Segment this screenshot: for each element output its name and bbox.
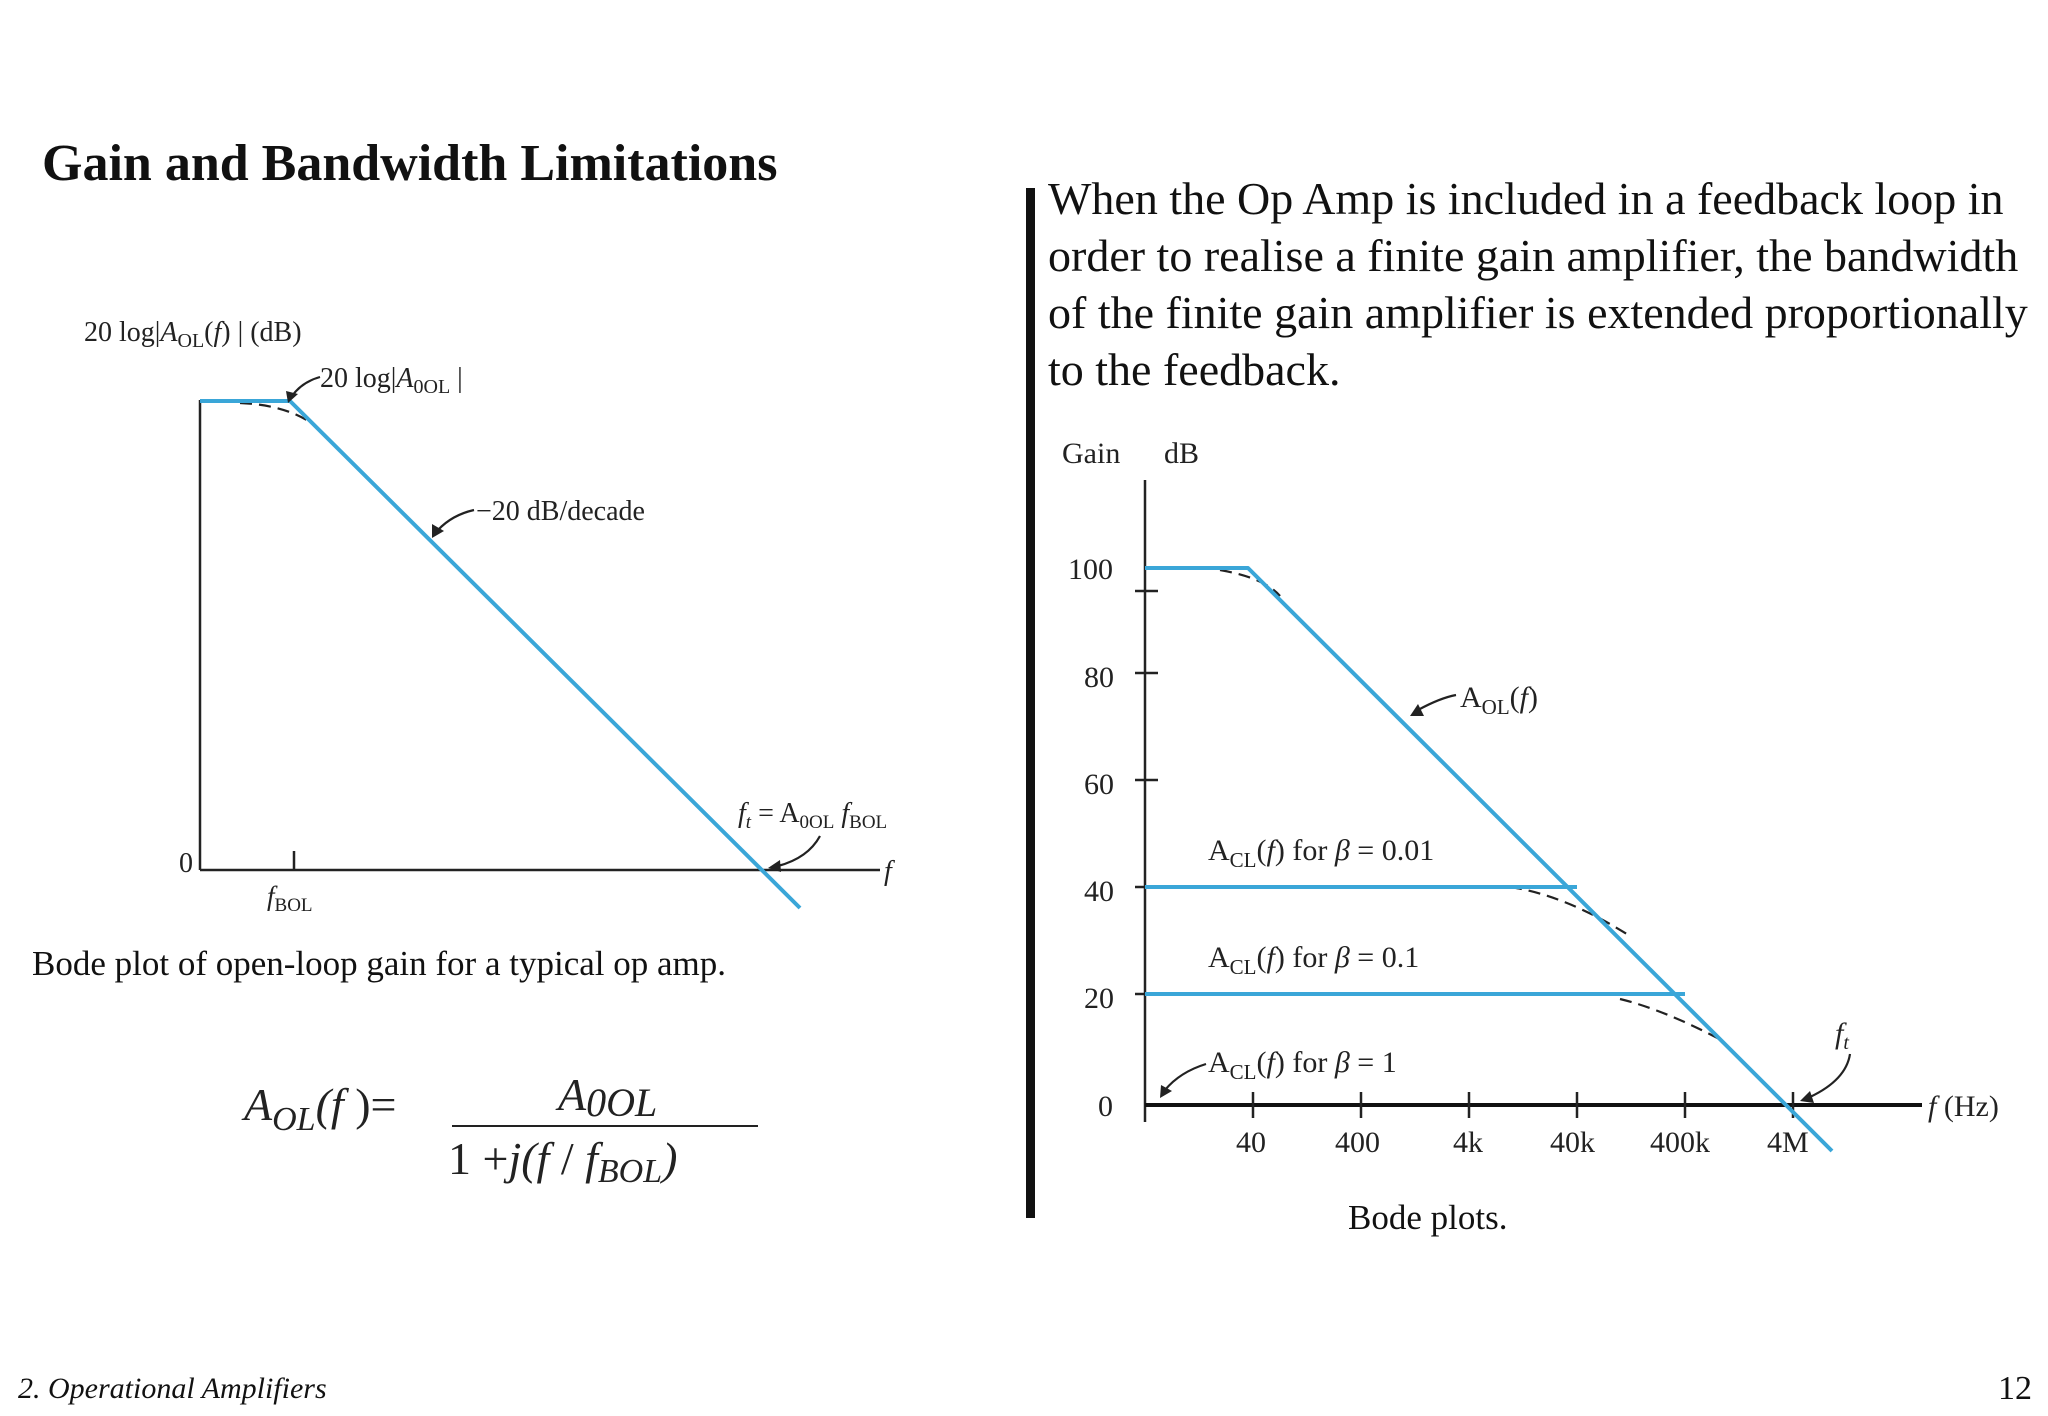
label-acl-1: $A_{CL}(f)$ for β = 1 [1208, 1046, 1397, 1084]
x-label-400k: 400k [1650, 1126, 1710, 1159]
slide-title: Gain and Bandwidth Limitations [42, 135, 778, 192]
label-acl-001: $A_{CL}(f)$ for β = 0.01 [1208, 834, 1435, 872]
page-number: 12 [1998, 1370, 2032, 1407]
closed-loop-bode-plots [1040, 440, 2040, 1180]
y-label-20: 20 [1084, 982, 1114, 1015]
annot-a0ol: 20 $\log|A_{0OL}$ | [320, 363, 463, 398]
right-ylabel-gain: Gain [1062, 440, 1121, 470]
aol-label-arrow [1418, 695, 1456, 710]
x-label-4k: 4k [1453, 1126, 1483, 1159]
label-aol: $A_{OL}(f)$ [1460, 681, 1539, 719]
left-ylabel: 20 $\log|A_{OL}(f)$ | (dB) [84, 317, 302, 352]
right-x-label: f (Hz) [1928, 1090, 1999, 1123]
annot-ft: $f_t = A_{0OL}$ $f_{BOL}$ [738, 798, 888, 833]
right-figure-caption: Bode plots. [1348, 1198, 1508, 1237]
ft-right-arrow [1810, 1054, 1850, 1097]
y-label-0: 0 [1098, 1090, 1113, 1123]
explanation-paragraph: When the Op Amp is included in a feedback loop in order to realise a finite gain amplifier, the bandwidth of the finite gain amplifier is extended proportionally to the feedback. [1048, 173, 2028, 395]
y-label-80: 80 [1084, 661, 1114, 694]
annot-slope: −20 dB/decade [476, 496, 645, 527]
aol-label-arrowhead [1410, 704, 1424, 716]
slope-arrow [438, 510, 474, 530]
x-label-400: 400 [1335, 1126, 1380, 1159]
open-loop-bode-plot [0, 0, 1010, 940]
left-y-tick-0: 0 [179, 848, 193, 879]
y-label-100: 100 [1068, 553, 1113, 586]
equation-numerator: A0OL [558, 1069, 658, 1125]
open-loop-gain-equation [230, 1050, 790, 1200]
open-loop-gain-line [200, 401, 800, 908]
a0ol-arrow [292, 377, 320, 396]
right-ylabel-db: dB [1164, 440, 1200, 470]
left-figure-caption: Bode plot of open-loop gain for a typical op amp. [32, 944, 727, 983]
ft-right-arrowhead [1800, 1091, 1814, 1103]
y-label-40: 40 [1084, 875, 1114, 908]
y-label-60: 60 [1084, 768, 1114, 801]
right-axes [1135, 480, 1922, 1122]
left-x-label: f [884, 856, 892, 887]
vertical-divider [1026, 188, 1035, 1218]
footer-chapter: 2. Operational Amplifiers [18, 1372, 327, 1405]
x-label-40: 40 [1236, 1126, 1266, 1159]
acl1-arrow [1165, 1064, 1206, 1090]
equation-lhs: $A_{OL}(f$ )= [244, 1079, 397, 1138]
ft-arrow [778, 836, 820, 866]
left-x-tick-fbol: $f_{BOL}$ [267, 881, 313, 916]
label-ft: $f_t$ [1835, 1017, 1849, 1054]
beta01-dashed-knee [1620, 999, 1725, 1042]
equation-denominator: 1 +j(f / fBOL) [448, 1133, 678, 1190]
x-label-40k: 40k [1550, 1126, 1595, 1159]
acl1-arrowhead [1160, 1085, 1172, 1098]
label-acl-01: $A_{CL}(f)$ for β = 0.1 [1208, 941, 1420, 979]
x-label-4M: 4M [1767, 1126, 1809, 1159]
